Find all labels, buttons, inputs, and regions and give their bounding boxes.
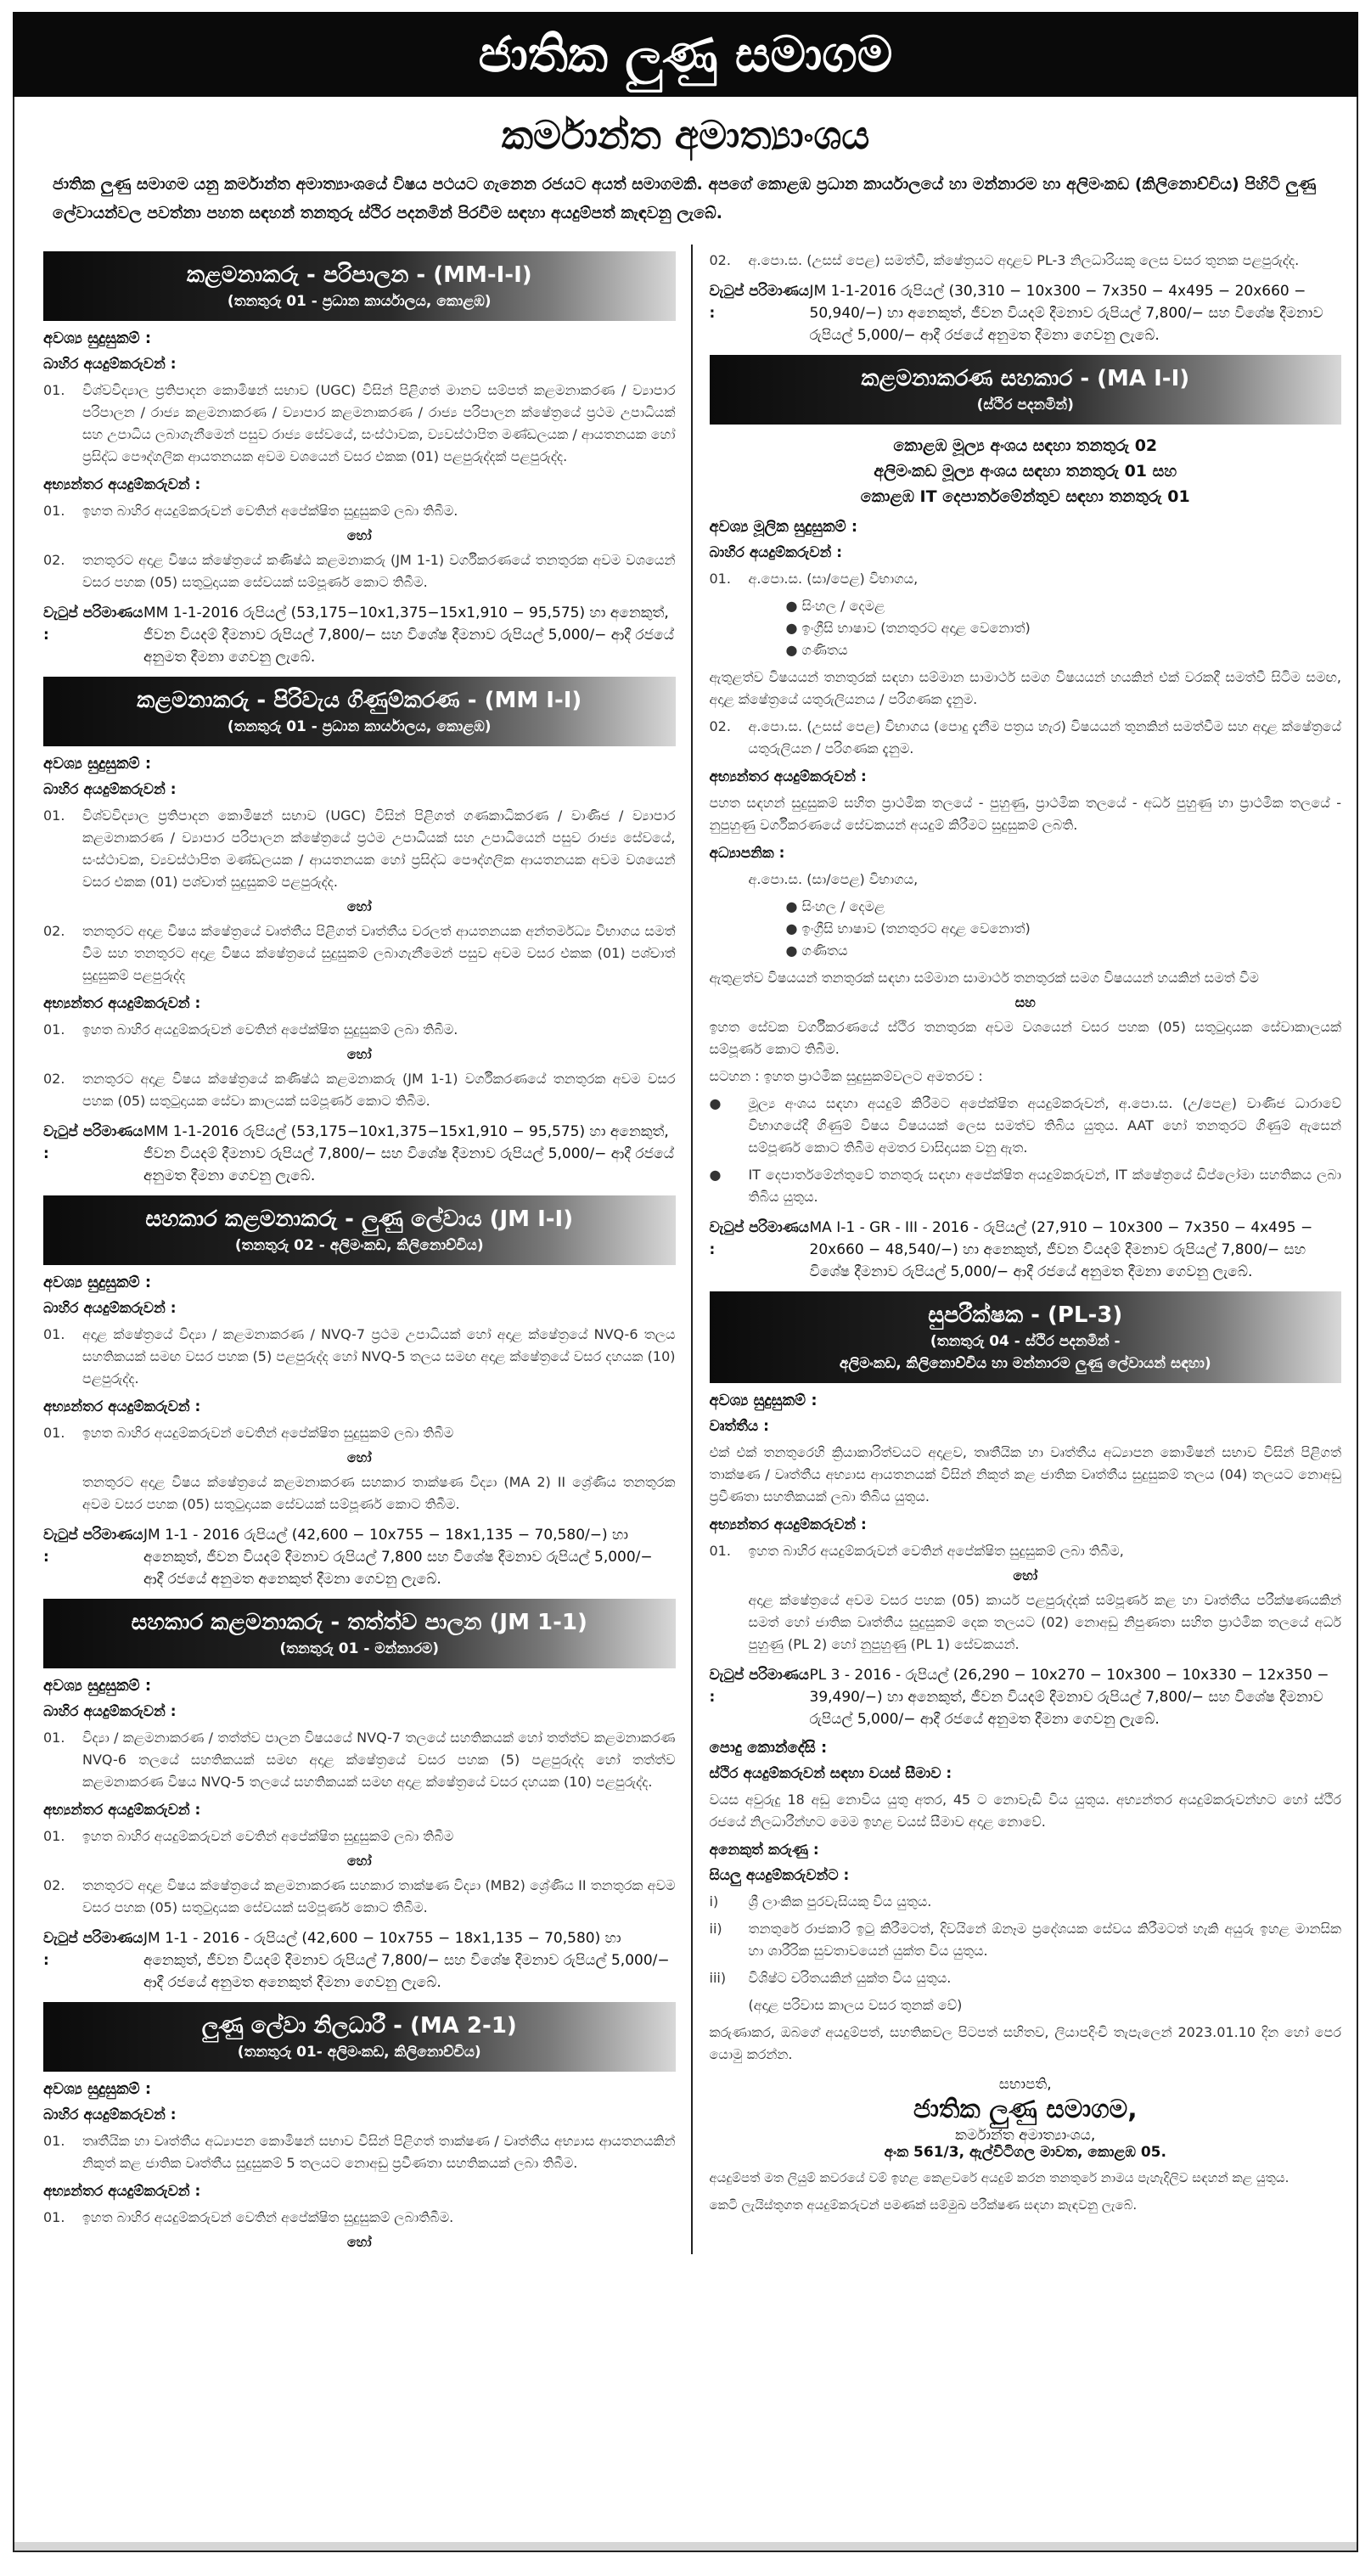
right-column <box>693 245 1342 2254</box>
list-item: 01. තෘතීයික හා වෘත්තීය අධ්‍යාපන කොමිෂන් සභාව විසින් පිළිගත් තාක්ෂණ / වෘත්තීය අභ්‍යාස ආයතනයකින් නිකුත් කළ ජාතික වෘත්තීය සුදුසුකම් 5 තලයට නොඅඩු ප්‍රවීණතා සහතිකයක් ලබා තිබීම. <box>43 2133 676 2171</box>
section-heading: අවශ්‍ය සුදුසුකම් : <box>709 1392 818 1409</box>
or-separator: හෝ <box>1013 1567 1038 1583</box>
list-item: 01. විශ්වවිද්‍යාල ප්‍රතිපාදන කොමිෂන් සභාව (UGC) විසින් පිළිගත් මානව සම්පත් කළමනාකරණ / ව්‍යාපාර පරිපාලන / රාජ්‍ය කළමනාකරණ / ව්‍යාපාර කළමනාකරණ / රාජ්‍ය පරිපාලන ක්ෂේත්‍රයේ ප්‍රථම උපාධියක් සහ උපාධිය ලබාගැනීමෙන් පසුව රාජ්‍ය සේවයේ, සංස්ථාවක, ව්‍යවස්ථාපිත මණ්ඩලයක / ආයතනයක හෝ ප්‍රසිද්ධ පෞද්ගලික ආයතනයක අවම වශයෙන් වසර එකක (01) පළපුරුද්දක් පළපුරුද්ද. <box>43 382 676 464</box>
signature-title: සභාපති, <box>998 2076 1052 2093</box>
position-subtitle: (තනතුරු 02 - අලිමංකඩ, කිලිනොච්චිය) <box>234 1237 484 1254</box>
vacancy-line: කොළඹ IT දෙපාර්තමේන්තුව සඳහා තනතුරු 01 <box>860 487 1190 506</box>
age-text: වයස අවුරුදු 18 අඩු නොවිය යුතු අතර, 45 ට නොවැඩි විය යුතුය. අභ්‍යන්තර අයදුම්කරුවන්හට හෝ ස්ථිර රජයේ නිලධාරීන්හට මෙම ඉහළ වයස් සීමාව අදාළ නොවේ. <box>709 1791 1341 1830</box>
list-item: අදාළ ක්ෂේත්‍රයේ අවම වසර පහක (05) කාර්ය පළපුරුද්දක් සම්පූර්ණ කළ හා වෘත්තීය පරීක්ෂණයකින් සමත් හෝ ජාතික වෘත්තීය සුදුසුකම් දෙක තලයට (02) නොඅඩු නිපුණතා සහිත ප්‍රාථමික තලයේ අර්ධ පුහුණු (PL 2) හෝ නුපුහුණු (PL 1) සේවකයන්. <box>748 1592 1341 1652</box>
subject-list <box>786 896 1342 962</box>
position-title: කළමනාකරණ සහකාර - (MA I-I) <box>861 366 1190 391</box>
list-item: තනතුරට අදාළ විෂය ක්ෂේත්‍රයේ කළමනාකරණ සහකාර තාක්ෂණ විද්‍යා (MA 2) II ශ්‍රේණිය තනතුරක අවම වසර පහක (05) සතුටුදායක සේවයක් සම්පූර්ණ කොට තිබීම. <box>82 1474 676 1512</box>
vacancy-line: කොළඹ මූල්‍ය අංශය සඳහා තනතුරු 02 <box>893 436 1158 455</box>
list-item: ● ගණිතය <box>786 940 1342 962</box>
position-title: ලුණු ලේවා නිලධාරී - (MA 2-1) <box>201 2013 517 2039</box>
apply-text: කරුණාකර, ඔබගේ අයදුම්පත්, සහතිකවල පිටපත් සහිතව, ලියාපදිංචි තැපැලෙන් 2023.01.10 දින හෝ පෙර යොමු කරන්න. <box>709 2024 1341 2062</box>
list-item: ● ගණිතය <box>786 639 1342 661</box>
or-separator: හෝ <box>346 527 372 543</box>
section-subheading: සියලු අයදුම්කරුවන්ට : <box>709 1867 850 1884</box>
or-separator: හෝ <box>346 1046 372 1062</box>
section-subheading: අභ්‍යන්තර අයදුම්කරුවන් : <box>43 2183 201 2200</box>
section-subheading: බාහිර අයදුම්කරුවන් : <box>709 544 843 561</box>
intro-paragraph: ජාතික ලුණු සමාගම යනු කර්මාන්ත අමාත්‍යාංශයේ විෂය පථයට ගැනෙන රජයට අයත් සමාගමකි. අපගේ කොළඹ ප්‍රධාන කාර්යාලයේ හා මන්නාරම හා අලිමංකඩ (කිලිනොච්චිය) පිහිටි ලුණු ලේවායන්වල පවත්නා පහත සඳහන් තනතුරු ස්ථිර පදනමින් පිරවීම සඳහා අයදුම්පත් කැඳවනු ලැබේ. <box>53 175 1317 222</box>
section-subheading: අභ්‍යන්තර අයදුම්කරුවන් : <box>43 1398 201 1415</box>
list-item: ii) තනතුරේ රාජකාරි ඉටු කිරීමටත්, දිවයිනේ ඕනෑම ප්‍රදේශයක සේවය කිරීමටත් හැකි අයුරු ඉහළ මානසික හා ශාරීරික සුවතාවයෙන් යුක්ත විය යුතුය. <box>709 1921 1341 1959</box>
position-title: සහකාර කළමනාකරු - ලුණු ලේවාය (JM I-I) <box>145 1206 574 1232</box>
section-heading: අවශ්‍ය සුදුසුකම් : <box>43 755 152 773</box>
note-text: ඇතුළත්ව විෂයයන් තනතුරක් සඳහා සම්මාන සාමාර්ථ සමග විෂයයන් හයකින් එක් වරකදී සමත්වී සිටිම සමඟ, අදාළ ක්ෂේත්‍රයේ යතුරුලියනය / පරිගණක දැනුම. <box>709 669 1341 707</box>
section-subheading: බාහිර අයදුම්කරුවන් : <box>43 1300 177 1317</box>
section-subheading: අභ්‍යන්තර අයදුම්කරුවන් : <box>43 476 201 493</box>
list-item: 02. අ.පො.ස. (උසස් පෙළ) විභාගය (පොදු දැනීම පත්‍රය හැර) විෂයයන් තුනකින් සමත්වීම සහ අදාළ ක්ෂේත්‍රයේ යතුරුලියන / පරිගණක දැනුම. <box>709 718 1341 756</box>
position-title: කළමනාකරු - පරිපාලන - (MM-I-I) <box>186 262 532 288</box>
section-heading: අවශ්‍ය සුදුසුකම් : <box>43 2080 152 2098</box>
list-item: 01. ඉහත බාහිර අයදුම්කරුවන් වෙතින් අපේක්ෂිත සුදුසුකම් ලබාතිබීම. <box>43 2209 454 2225</box>
or-separator: හෝ <box>346 1853 372 1869</box>
salary-scale: වැටුප් පරිමාණය : MA I-1 - GR - III - 2016 - රුපියල් (27,910 − 10x300 − 7x350 − 4x495 − 20x660 − 48,540/−) හා අනෙකුත්, ජීවන වියදම් දීමනාව රුපියල් 7,800/− සහ විශේෂ දීමනාව රුපියල් 5,000/− ආදී රජයේ අනුමත දීමනා ගෙවනු ලැබේ. <box>709 1219 1313 1280</box>
position-banner-mm-cost <box>43 677 676 746</box>
general-conditions-heading: පොදු කොන්දේසි : <box>709 1739 828 1757</box>
list-item: 02. තනතුරට අදාළ විෂය ක්ෂේත්‍රයේ වෘත්තීය පිළිගත් වෘත්තීය වරලත් ආයතනයක අන්තර්මධ්‍ය විභාගය සමත් වීම සහ තනතුරට අදාළ විෂය ක්ෂේත්‍රයේ සුදුසුකම් ලබාගැනීමෙන් පසුව අවම වසර එකක (01) පශ්චාත් සුදුසුකම් පළපුරුද්ද <box>43 923 676 983</box>
list-item: 01. විද්‍යා / කළමනාකරණ / තත්ත්ව පාලන විෂයයේ NVQ-7 තලයේ සහතිකයක් හෝ තත්ත්ව කළමනාකරණ NVQ-6 තලයේ සහතිකයක් සමඟ අදාළ ක්ෂේත්‍රයේ වසර පහක (5) පළපුරුද්ද හෝ තත්ත්ව කළමනාකරණ විෂය NVQ-5 තලයේ සහතිකයක් සමඟ අදාළ ක්ෂේත්‍රයේ වසර දහයක (10) පළපුරුද්ද. <box>43 1730 676 1790</box>
list-item: ● IT දෙපාර්තමේන්තුවේ තනතුරු සඳහා අපේක්ෂිත අයදුම්කරුවන්, IT ක්ෂේත්‍රයේ ඩිප්ලෝමා සහතිකය ලබා තිබිය යුතුය. <box>709 1167 1341 1205</box>
footnote: අයදුම්පත් මත ලියුම් කවරයේ වම් ඉහළ කෙළවරේ අයදුම් කරන තනතුරේ නාමය පැහැදිලිව සඳහන් කළ යුතුය. <box>709 2170 1290 2185</box>
note-text: සටහන : ඉහත ප්‍රාථමික සුදුසුකම්වලට අමතරව : <box>709 1068 983 1084</box>
list-item: iii) විශිෂ්ට චරිතයකින් යුක්ත විය යුතුය. <box>709 1970 952 1986</box>
signature-ministry: කර්මාන්ත අමාත්‍යාංශය, <box>955 2127 1096 2144</box>
list-item: අ.පො.ස. (සා/පෙළ) විභාගය, <box>748 871 919 887</box>
salary-scale: වැටුප් පරිමාණය : MM 1-1-2016 රුපියල් (53,175−10x1,375−15x1,910 − 95,575) හා අනෙකුත්, ජීවන වියදම් දීමනාව රුපියල් 7,800/− සහ විශේෂ දීමනාව රුපියල් 5,000/− ආදී රජයේ අනුමත දීමනා ගෙවනු ලැබේ. <box>43 1123 674 1184</box>
list-item: 01. අ.පො.ස. (සා/පෙළ) විභාගය, <box>709 571 919 587</box>
position-banner-supervisor <box>710 1291 1342 1383</box>
or-separator: හෝ <box>346 2234 372 2250</box>
section-heading: අවශ්‍ය සුදුසුකම් : <box>43 1677 152 1695</box>
list-item: 02. තනතුරට අදාළ විෂය ක්ෂේත්‍රයේ කණිෂ්ඨ කළමනාකරු (JM 1-1) වර්ගීකරණයේ තනතුරක අවම වශයෙන් වසර පහක (05) සතුටුදායක සේවයක් සම්පූර්ණ කොට තිබීම. <box>43 552 676 590</box>
list-item: 02. අ.පො.ස. (උසස් පෙළ) සමත්වී, ක්ෂේත්‍රයට අදාළව PL-3 නිලධාරියකු ලෙස වසර තුනක පළපුරුද්ද. <box>709 252 1300 268</box>
footnote: කෙටි ලැයිස්තුගත අයදුම්කරුවන් පමණක් සම්මුඛ පරීක්ෂණ සඳහා කැඳවනු ලැබේ. <box>709 2197 1138 2213</box>
salary-scale: වැටුප් පරිමාණය : JM 1-1 - 2016 - රුපියල් (42,600 − 10x755 − 18x1,135 − 70,580) හා අනෙකුත්, ජීවන වියදම් දීමනාව රුපියල් 7,800/− සහ විශේෂ දීමනාව රුපියල් 5,000/− ආදී රජයේ අනුමත අනෙකුත් දීමනා ගෙවනු ලැබේ. <box>43 1930 670 1991</box>
section-subheading: අභ්‍යන්තර අයදුම්කරුවන් : <box>709 1516 867 1533</box>
section-subheading: බාහිර අයදුම්කරුවන් : <box>43 2106 177 2123</box>
section-subheading: ස්ථිර අයදුම්කරුවන් සඳහා වයස් සීමාව : <box>709 1765 952 1782</box>
list-item: ● ඉංග්‍රීසි භාෂාව (තනතුරට අදාළ වෙනොත්) <box>786 918 1342 940</box>
position-subtitle: (තනතුරු 01 - මන්නාරම) <box>279 1640 440 1657</box>
columns <box>14 245 1357 2254</box>
subject-list <box>786 595 1342 661</box>
section-subheading: අභ්‍යන්තර අයදුම්කරුවන් : <box>43 995 201 1012</box>
list-item: i) ශ්‍රී ලාංකික පුරවැසියකු විය යුතුය. <box>709 1893 932 1910</box>
list-item: ● ඉංග්‍රීසි භාෂාව (තනතුරට අදාළ වෙනොත්) <box>786 617 1342 639</box>
position-banner-jm-quality <box>43 1599 676 1668</box>
list-item: ● මූල්‍ය අංශය සඳහා අයදුම් කිරීමට අපේක්ෂිත අයදුම්කරුවන්, අ.පො.ස. (උ/පෙළ) වාණිජ ධාරාවේ විභාගයේදී ගිණුම් විෂය විෂයයක් ලෙස සමත්ව තිබිය යුතුය. AAT හෝ තනතුරට ගිණුම් ඇසෙන් සම්පූර්ණ කොට තිබීම අමතර වාසිදායක වනු ඇත. <box>709 1095 1341 1156</box>
position-banner-jm-saltern <box>43 1195 676 1265</box>
section-subheading: බාහිර අයදුම්කරුවන් : <box>43 1703 177 1720</box>
section-subheading: බාහිර අයදුම්කරුවන් : <box>43 781 177 798</box>
position-subtitle: අලිමංකඩ, කිලිනොච්චිය හා මන්නාරම ලුණු ලේවායන් සඳහා) <box>839 1355 1211 1372</box>
position-subtitle: (තනතුරු 04 - ස්ථිර පදනමින් - <box>930 1333 1121 1350</box>
section-heading: අවශ්‍ය සුදුසුකම් : <box>43 329 152 347</box>
ministry-title: කර්මාන්ත අමාත්‍යාංශය <box>501 112 870 158</box>
list-item: 01. ඉහත බාහිර අයදුම්කරුවන් වෙතින් අපේක්ෂිත සුදුසුකම් ලබා තිබීම <box>43 1425 454 1441</box>
section-heading: අවශ්‍ය මූලික සුදුසුකම් : <box>709 518 858 536</box>
section-subheading: වෘත්තීය : <box>709 1418 769 1435</box>
list-item: 01. විශ්වවිද්‍යාල ප්‍රතිපාදන කොමිෂන් සභාව (UGC) විසින් පිළිගත් ගණකාධිකරණ / වාණිජ / ව්‍යාපාර කළමනාකරණ / ව්‍යාපාර පරිපාලන ක්ෂේත්‍රයේ ප්‍රථම උපාධියක් සහ උපාධියෙන් පසුව රාජ්‍ය සේවයේ, සංස්ථාවක, ව්‍යවස්ථාපිත මණ්ඩලයක / ආයතනයක හෝ ප්‍රසිද්ධ පෞද්ගලික ආයතනයක අවම වශයෙන් වසර එකක (01) පශ්චාත් සුදුසුකම් පළපුරුද්ද. <box>43 807 676 890</box>
section-subheading: බාහිර අයදුම්කරුවන් : <box>43 356 177 373</box>
signature-address: අංක 561/3, ඇල්විටිගල මාවත, කොළඹ 05. <box>884 2144 1166 2161</box>
position-banner-saltern-officer <box>43 2002 676 2072</box>
section-subheading: අධ්‍යාපනික : <box>709 845 785 862</box>
or-separator: හෝ <box>346 1449 372 1465</box>
list-item: 01. ඉහත බාහිර අයදුම්කරුවන් වෙතින් අපේක්ෂිත සුදුසුකම් ලබා තිබීම. <box>43 1021 458 1038</box>
position-subtitle: (තනතුරු 01 - ප්‍රධාන කාර්යාලය, කොළඹ) <box>227 293 492 310</box>
signature-company: ජාතික ලුණු සමාගම, <box>913 2095 1138 2124</box>
position-subtitle: (තනතුරු 01 - ප්‍රධාන කාර්යාලය, කොළඹ) <box>227 718 492 735</box>
position-subtitle: (ස්ථිර පදනමින්) <box>976 397 1074 413</box>
position-title: කළමනාකරු - පිරිවැය ගිණුම්කරණ - (MM I-I) <box>137 688 582 713</box>
bottom-bar <box>14 2542 1357 2551</box>
list-item: 01. ඉහත බාහිර අයදුම්කරුවන් වෙතින් අපේක්ෂිත සුදුසුකම් ලබා තිබීම <box>43 1828 454 1844</box>
or-separator: හෝ <box>346 898 372 914</box>
position-subtitle: (තනතුරු 01- අලිමංකඩ, කිලිනොච්චිය) <box>237 2044 481 2061</box>
advertisement-frame <box>13 97 1358 2552</box>
list-item: 02. තනතුරට අදාළ විෂය ක්ෂේත්‍රයේ කණිෂ්ඨ කළමනාකරු (JM 1-1) වර්ගීකරණයේ තනතුරක අවම වසර පහක (05) සතුටුදායක සේවා කාලයක් සම්පූර්ණ කොට තිබීම. <box>43 1071 676 1109</box>
note-text: ඇතුළත්ව විෂයයන් තනතුරක් සඳහා සම්මාන සාමාර්ථ තනතුරක් සමග විෂයයන් හයකින් සමත් වීම <box>709 970 1259 986</box>
position-banner-ma <box>710 355 1342 425</box>
section-subheading: අභ්‍යන්තර අයදුම්කරුවන් : <box>709 768 867 785</box>
list-item: 01. ඉහත බාහිර අයදුම්කරුවන් වෙතින් අපේක්ෂිත සුදුසුකම් ලබා තිබීම. <box>43 503 458 519</box>
salary-scale: වැටුප් පරිමාණය : JM 1-1 - 2016 රුපියල් (42,600 − 10x755 − 18x1,135 − 70,580/−) හා අනෙකුත්, ජීවන වියදම් දීමනාව රුපියල් 7,800 සහ විශේෂ දීමනාව රුපියල් 5,000/− ආදී රජයේ අනුමත අනෙකුත් දීමනා ගෙවනු ලැබේ. <box>43 1527 653 1588</box>
list-item: 01. අදාළ ක්ෂේත්‍රයේ විද්‍යා / කළමනාකරණ / NVQ-7 ප්‍රථම උපාධියක් හෝ අදාළ ක්ෂේත්‍රයේ NVQ-6 තලය සහතිකයක් සමඟ වසර පහක (5) පළපුරුද්ද හෝ NVQ-5 තලය සමඟ අදාළ ක්ෂේත්‍රයේ වසර දහයක (10) පළපුරුද්ද. <box>43 1326 676 1386</box>
vacancy-line: අලිමංකඩ මූල්‍ය අංශය සඳහා තනතුරු 01 සහ <box>874 462 1177 481</box>
position-title: සහකාර කළමනාකරු - තත්ත්ව පාලන (JM 1-1) <box>131 1610 587 1635</box>
list-item: ● සිංහල / දෙමළ <box>786 896 1342 918</box>
note-text: ඉහත සේවක වර්ගීකරණයේ ස්ථිර තනතුරක අවම වශයෙන් වසර පහක (05) සතුටුදායක සේවාකාලයක් සම්පූර්ණ කොට තිබීම. <box>709 1019 1341 1057</box>
company-title: ජාතික ලුණු සමාගම <box>13 12 1358 97</box>
salary-scale: වැටුප් පරිමාණය : JM 1-1-2016 රුපියල් (30,310 − 10x300 − 7x350 − 4x495 − 20x660 − 50,940/−) හා අනෙකුත්, ජීවන වියදම් දීමනාව රුපියල් 7,800/− සහ විශේෂ දීමනාව රුපියල් 5,000/− ආදී රජයේ අනුමත දීමනා ගෙවනු ලැබේ. <box>709 283 1323 344</box>
list-item: (අදාළ පරිවාස කාලය වසර තුනක් වේ) <box>748 1997 963 2013</box>
and-separator: සහ <box>1014 994 1036 1010</box>
salary-scale: වැටුප් පරිමාණය : PL 3 - 2016 - රුපියල් (26,290 − 10x270 − 10x300 − 10x330 − 12x350 − 39,490/−) හා අනෙකුත්, ජීවන වියදම් දීමනාව රුපියල් 7,800/− සහ විශේෂ දීමනාව රුපියල් 5,000/− ආදී රජයේ අනුමත දීමනා ගෙවනු ලැබේ. <box>709 1667 1329 1728</box>
section-subheading: අභ්‍යන්තර අයදුම්කරුවන් : <box>43 1802 201 1819</box>
signature-block <box>710 2076 1342 2161</box>
section-heading: අවශ්‍ය සුදුසුකම් : <box>43 1274 152 1291</box>
list-item: ● සිංහල / දෙමළ <box>786 595 1342 617</box>
note-text: එක් එක් තනතුරෙහි ක්‍රියාකාරිත්වයට අදාළව, තෘතීයික හා වෘත්තීය අධ්‍යාපන කොමිෂන් සභාව විසින් පිළිගත් තාක්ෂණ / වෘත්තීය අභ්‍යාස ආයතනයක් විසින් නිකුත් කළ ජාතික වෘත්තීය සුදුසුකම් තලය (04) තලයට නොඅඩු ප්‍රවීණතා සහතිකයක් ලබා තිබිය යුතුය. <box>709 1444 1341 1505</box>
left-column <box>43 245 693 2254</box>
list-item: 02. තනතුරට අදාළ විෂය ක්ෂේත්‍රයේ කළමනාකරණ සහකාර තාක්ෂණ විද්‍යා (MB2) ශ්‍රේණිය II තනතුරක අවම වසර පහක (05) සතුටුදායක සේවයක් සම්පූර්ණ කොට තිබීම. <box>43 1877 676 1915</box>
section-subheading: අනෙකුත් කරුණු : <box>709 1842 819 1859</box>
salary-scale: වැටුප් පරිමාණය : MM 1-1-2016 රුපියල් (53,175−10x1,375−15x1,910 − 95,575) හා අනෙකුත්, ජීවන වියදම් දීමනාව රුපියල් 7,800/− සහ විශේෂ දීමනාව රුපියල් 5,000/− ආදී රජයේ අනුමත දීමනා ගෙවනු ලැබේ. <box>43 605 674 666</box>
position-banner-mm-admin <box>43 251 676 321</box>
list-item: 01. ඉහත බාහිර අයදුම්කරුවන් වෙතින් අපේක්ෂිත සුදුසුකම් ලබා තිබීම, <box>709 1543 1124 1559</box>
position-title: සුපරීක්ෂක - (PL-3) <box>928 1302 1123 1328</box>
note-text: පහත සඳහන් සුදුසුකම් සහිත ප්‍රාථමික තලයේ - පුහුණු, ප්‍රාථමික තලයේ - අර්ධ පුහුණු හා ප්‍රාථමික තලයේ - නුපුහුණු වර්ගීකරණයේ සේවකයන් අයදුම් කිරීමට සුදුසුකම් ලබති. <box>709 795 1341 833</box>
advertisement-page <box>13 12 1358 2552</box>
